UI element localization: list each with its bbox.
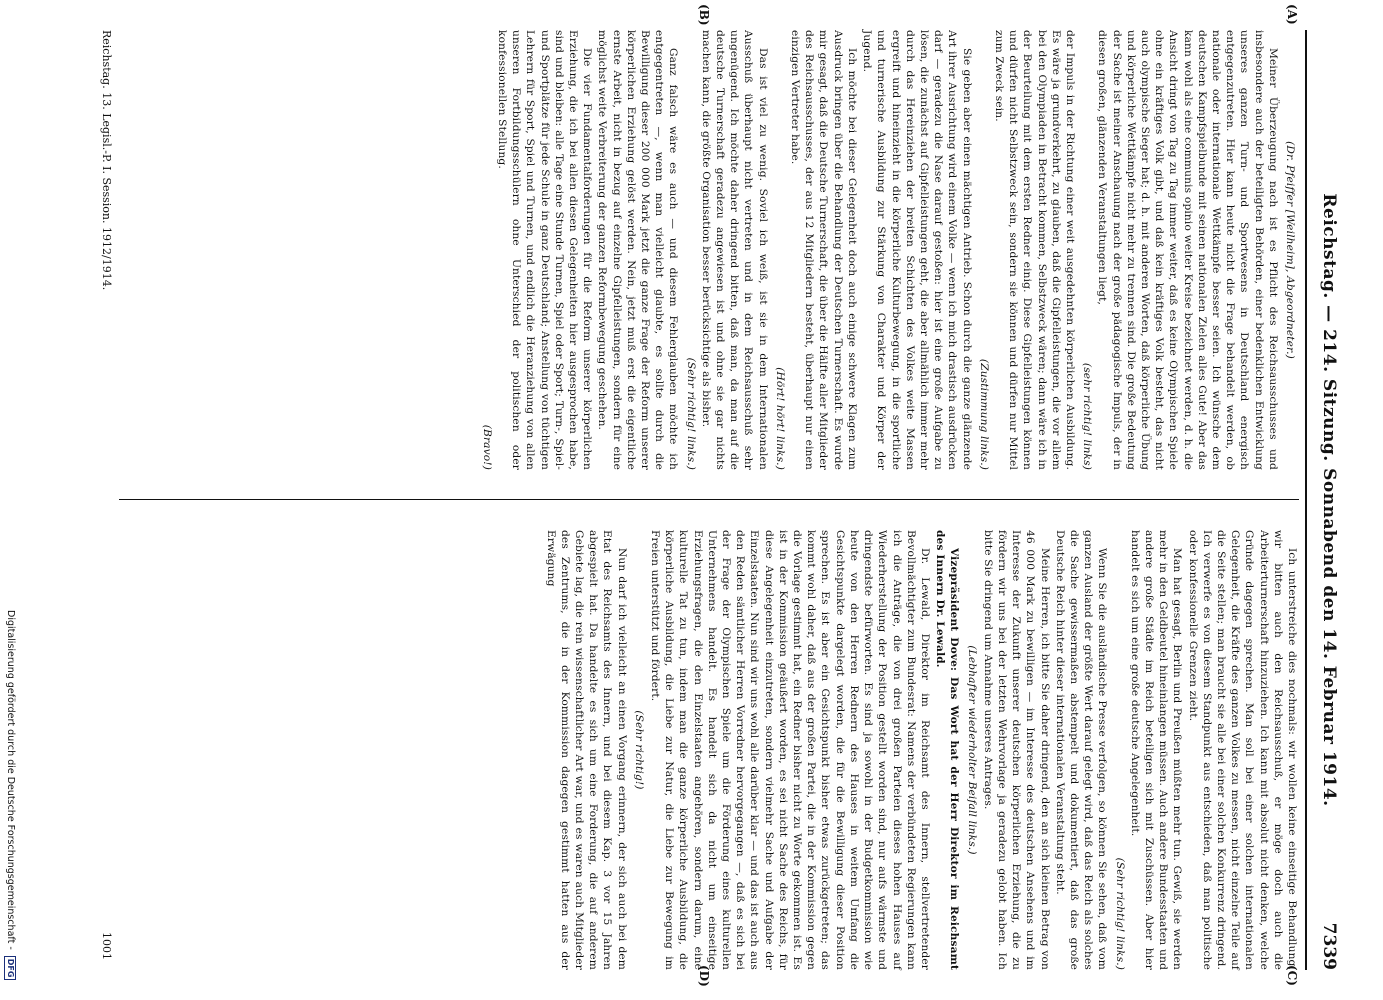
left-column — [477, 30, 1299, 470]
right-paragraph-5: Vizepräsident Dove: Das Wort hat der Herr Direktor im Reichsamt des Innern Dr. Lewald. — [934, 530, 961, 970]
interjection-note: (sehr richtig! links) — [1081, 362, 1094, 470]
interjection-note: (Lebhafter wiederholter Beifall links.) — [965, 645, 978, 855]
header-section-title: Reichstag. — 214. Sitzung. Sonnabend den 14. Februar 1914. — [1319, 193, 1339, 807]
right-paragraph-1: Ich unterstreiche dies nochmals: wir wollen keine einseitige Behandlung, wir bitten auch den Reichsausschuß, er möge doch auch die Arbeiterturnerschaft hinzuziehen. Ich kann mit absolut nicht denken, welche Gründe dagegen sprechen. Man soll bei einer solchen internationalen Gelegenheit, die Kräfte des ganzen Volkes zu messen, nicht einzelne Teile auf die Seite stellen; man braucht sie alle bei einer solchen Konkurrenz dringend. Ich verwerfe es von diesem Standpunkt aus entschieden, daß man politische oder konfessionelle Grenzen zieht. — [1186, 530, 1298, 970]
left-paragraph-2: der Impuls in der Richtung einer weit ausgedehnten körperlichen Ausbildung. Es wäre ja grundverkehrt, zu glauben, daß die Gipfelleistungen, die vor allem bei den Olympiaden in Betracht kommen, Selbstzweck wären; dann wäre ich in der Beurteilung mit dem ersten Redner einig. Diese Gipfelleistungen können und dürfen nicht Selbstzweck sein, sondern sie können und dürfen nur Mittel zum Zweck sein. — [992, 30, 1076, 470]
left-paragraph-6: Ganz falsch wäre es auch — und diesem Fehlerglauben möchte ich entgegentreten —, wenn man vielleicht glaubte, es sollte durch die Bewilligung dieser 200 000 Mark jetzt die ganze Frage der Reform unserer körperlichen Erziehung gelöst werden. Nein, jetzt muß erst die eigentliche ernste Arbeit, nicht in bezug auf einzelne Gipfelleistungen, sondern für eine möglichst weite Verbreiterung der ganzen Reformbewegung geschehen. — [596, 30, 680, 470]
left-paragraph-5: Das ist viel zu wenig. Soviel ich weiß, ist sie in dem Internationalen Ausschuß überhaupt nicht vertreten und in dem Reichsausschuß sehr ungenügend. Ich möchte daher dringend bitten, daß man, da man auf die deutsche Turnerschaft geradezu angewiesen ist und ohne sie gar nichts machen kann, die größte Organisation besser berücksichtige als bisher. — [699, 30, 769, 470]
column-divider — [119, 499, 1299, 500]
right-paragraph-7: Nun darf ich vielleicht an einen Vorgang erinnern, der sich auch bei dem Etat des Reichsamts des Innern, und bei diesem Kap. 3 vor 15 Jahren abgespielt hat. Da handelte es sich um eine Forderung, die auf anderem Gebiete lag, die rein wissenschaftlicher Art war, und es waren auch Mitglieder des Zentrums, die in der Kommission dagegen gestimmt hatten aus der Erwägung — [544, 530, 628, 970]
right-paragraph-4: Meine Herren, ich bitte Sie daher dringend, den an sich kleinen Betrag von 46 000 Mark zu bewilligen — im Interesse des deutschen Ansehens und im Interesse der Zukunft unserer deutschen körperlichen Erziehung, die zu fördern wir uns bei der letzten Wehrvorlage ja geradezu gelobt haben. Ich bitte Sie dringend um Annahme unseres Antrages. — [981, 530, 1051, 970]
header-page-number: 7339 — [1319, 922, 1339, 970]
document-page — [51, 0, 1351, 1000]
margin-marker-a: (A) — [1285, 4, 1299, 25]
footer-session-info: Reichstag. 13. Legisl.-P. I. Session. 1912/1914. — [100, 30, 113, 291]
interjection-note: (Sehr richtig! links.) — [684, 357, 697, 470]
left-paragraph-4: Ich möchte bei dieser Gelegenheit doch auch einige schwere Klagen zum Ausdruck bringen über die Behandlung der Deutschen Turnerschaft. Es wurde mir gesagt, daß die Deutsche Turnerschaft, die über die Hälfte aller Mitglieder des Reichsausschusses, der aus 12 Mitgliedern besteht, überhaupt nur einen einzigen Vertreter habe. — [789, 30, 858, 470]
margin-marker-b: (B) — [697, 4, 711, 26]
footer-page-number: 1001 — [100, 932, 113, 960]
interjection-note: (Hört! hört! links.) — [773, 367, 786, 470]
left-paragraph-1: Meiner Überzeugung nach ist es Pflicht des Reichsausschusses und insbesondere auch der beteiligten Behörden, einer bedenklichen Entwicklung unseres ganzen Turn- und Sportwesens in Deutschland energisch entgegenzutreten. Hier kann heute nicht die Frage behandelt werden, ob nationale oder internationale Wettkämpfe besser seien. Ich wünsche dem deutschen Kampfspielbunde mit seinen nationalen Zielen alles Gute! Aber das kann wohl als eine communis opinio weiter Kreise bezeichnet werden, d. h. die Ansicht dringt von Tag zu Tag immer weiter, daß es keine Olympischen Spiele ohne ein kräftiges Volk gibt, und daß kein kräftiges Volk besteht, das nicht auch olympische Sieger hat; d. h. mit anderen Worten, daß körperliche Übung und körperliche Wettkämpfe nicht mehr zu trennen sind. Die große Bedeutung der Sache ist meiner Anschauung nach der große pädagogische Impuls, der in diesen großen, glänzenden Veranstaltungen liegt, — [1096, 30, 1279, 470]
digitization-credit — [4, 610, 16, 990]
margin-marker-c: (C) — [1285, 965, 1299, 986]
dfg-logo-icon: DFG — [4, 956, 16, 981]
right-paragraph-3: Wenn Sie die ausländische Presse verfolgen, so können Sie sehen, daß vom ganzen Ausland der größte Wert darauf gelegt wird, daß das Reich als solches die Sache gewissermaßen abstempelt und dokumentiert, daß das große Deutsche Reich hinter dieser internationalen Veranstaltung steht. — [1053, 530, 1109, 970]
right-column — [542, 530, 1299, 970]
interjection-note: (Zustimmung links.) — [977, 358, 990, 470]
margin-marker-d: (D) — [697, 965, 711, 987]
credit-text: Digitalisierung gefördert durch die Deutsche Forschungsgemeinschaft - — [5, 610, 16, 950]
interjection-note: (Sehr richtig!) — [632, 710, 645, 790]
right-paragraph-2: Man hat gesagt, Berlin und Preußen müßten mehr tun. Gewiß, sie werden mehr in den Geldbeutel hineinlangen müssen. Auch andere Bundesstaaten und andere große Städte im Reich beteiligen sich mit Zuschüssen. Aber hier handelt es sich um eine große deutsche Angelegenheit. — [1128, 530, 1184, 970]
left-paragraph-7: Die vier Fundamentalforderungen für die Reform unserer körperlichen Erziehung, die ich bei allen diesen Gelegenheiten hier ausgesprochen habe, sind und bleiben: alle Tage eine Stunde Turnen, Spiel oder Sport; Turn-, Spiel- und Sportplätze für jede Schule in ganz Deutschland; Anstellung von tüchtigen Lehrern für Sport, Spiel und Turnen, und endlich die Heranziehung von allen unseren Fortbildungsschülern ohne Unterschied der politischen oder konfessionellen Stellung. — [496, 30, 594, 470]
left-paragraph-3: Sie geben aber einen mächtigen Antrieb. Schon durch die ganze glänzende Art ihrer Ausrichtung wird einem Volke — wenn ich mich drastisch ausdrücken darf — geradezu die Nase darauf gestoßen: hier ist eine große Aufgabe zu lösen, die zunächst auf Gipfelleistungen geht, die aber allmählich immer mehr durch das Hereinziehen der breiten Schichten des Volkes weite Massen ergreift und hineinzieht in die körperliche Kulturbewegung, in die sportliche und turnerische Ausbildung zur Stärkung von Charakter und Körper der Jugend. — [861, 30, 973, 470]
speaker-note: (Dr. Pfeiffer [Weilheim], Abgeordneter.) — [1284, 141, 1296, 359]
page-footer — [89, 30, 113, 970]
interjection-note: (Sehr richtig! links.) — [1113, 857, 1126, 970]
right-paragraph-6: Dr. Lewald, Direktor im Reichsamt des Innern, stellvertretender Bevollmächtigter zum Bundesrat: Namens der verbündeten Regierungen kann ich die Anträge, die von drei großen Parteien dieses hohen Hauses auf Wiederherstellung der Position gestellt worden sind, nur aufs wärmste und dringendste befürworten. Es sind ja sowohl in der Budgetkommission wie heute von den Herren Rednern des Hauses in weitem Umfang die Gesichtspunkte dargelegt worden, die für die Bewilligung dieser Position sprechen. Es ist aber ein Gesichtspunkt bisher etwas zurückgetreten; das kommt wohl daher, daß aus der großen Partei, die in der Kommission gegen die Vorlage gestimmt hat, ein Redner bisher nicht zu Worte gekommen ist. Es ist in der Kommission geäußert worden, es sei nicht Sache des Reichs, für diese Angelegenheit einzutreten, sondern vielmehr Sache und Aufgabe der Einzelstaaten. Nun sind wir uns wohl alle darüber klar — und das ist auch aus den Reden sämtlicher Herren Vorredner hervorgegangen —, daß es sich bei der Frage der Olympischen Spiele um die Förderung eines kulturellen Unternehmens handelt. Es handelt sich da nicht um einseitige Erziehungsfragen, die den Einzelstaaten angehören, sondern darum, eine kulturelle Tat zu tun, indem man die ganze körperliche Ausbildung, die körperliche Ausbildung, die Liebe zur Natur, die Liebe zur Bewegung im Freien unterstützt und fördert. — [649, 530, 931, 970]
page-header — [1309, 30, 1339, 970]
header-rule — [1305, 30, 1307, 970]
interjection-note: (Bravo!) — [480, 424, 493, 470]
